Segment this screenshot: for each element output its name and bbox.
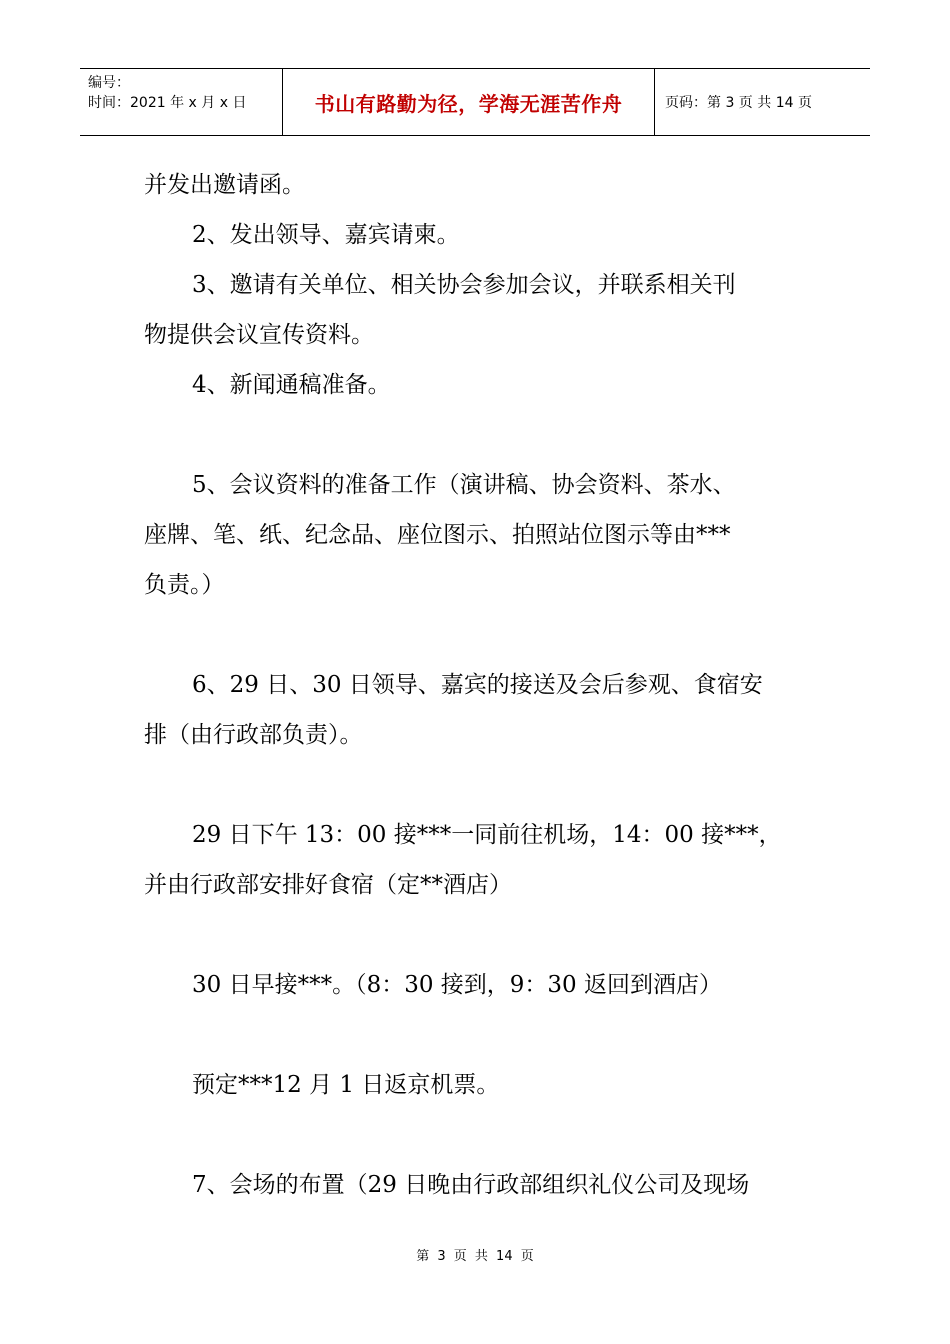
header-page-info: 页码：第 3 页 共 14 页 <box>665 95 812 111</box>
paragraph-line: 并由行政部安排好食宿（定**酒店） <box>144 872 512 898</box>
paragraph-line: 30 日早接***。（8：30 接到，9：30 返回到酒店） <box>192 972 722 998</box>
paragraph-gap <box>144 910 814 960</box>
page-footer: 第 3 页 共 14 页 <box>416 1249 534 1264</box>
paragraph-gap <box>144 610 814 660</box>
paragraph-line: 负责。） <box>144 572 225 598</box>
paragraph-line: 7、会场的布置（29 日晚由行政部组织礼仪公司及现场 <box>192 1172 750 1198</box>
time-label: 时间：2021 年 x 月 x 日 <box>88 95 247 111</box>
paragraph-line: 29 日下午 13：00 接***一同前往机场，14：00 接***， <box>192 822 782 848</box>
paragraph-gap <box>144 410 814 460</box>
paragraph-line: 4、新闻通稿准备。 <box>192 372 391 398</box>
paragraph-line: 并发出邀请函。 <box>144 172 305 198</box>
paragraph-gap <box>144 1110 814 1160</box>
paragraph-line: 3、邀请有关单位、相关协会参加会议，并联系相关刊 <box>192 272 736 298</box>
paragraph-line: 6、29 日、30 日领导、嘉宾的接送及会后参观、食宿安 <box>192 672 763 698</box>
paragraph-line: 2、发出领导、嘉宾请柬。 <box>192 222 460 248</box>
number-label: 编号： <box>88 75 130 91</box>
header-motto: 书山有路勤为径，学海无涯苦作舟 <box>283 69 655 135</box>
document-body <box>144 160 814 1210</box>
paragraph-line: 排（由行政部负责）。 <box>144 722 363 748</box>
paragraph-gap <box>144 1010 814 1060</box>
paragraph-gap <box>144 760 814 810</box>
header-meta <box>80 69 283 135</box>
paragraph-line: 物提供会议宣传资料。 <box>144 322 374 348</box>
paragraph-line: 5、会议资料的准备工作（演讲稿、协会资料、茶水、 <box>192 472 736 498</box>
document-header <box>80 68 870 136</box>
paragraph-line: 座牌、笔、纸、纪念品、座位图示、拍照站位图示等由*** <box>144 522 731 548</box>
paragraph-line: 预定***12 月 1 日返京机票。 <box>192 1072 500 1098</box>
